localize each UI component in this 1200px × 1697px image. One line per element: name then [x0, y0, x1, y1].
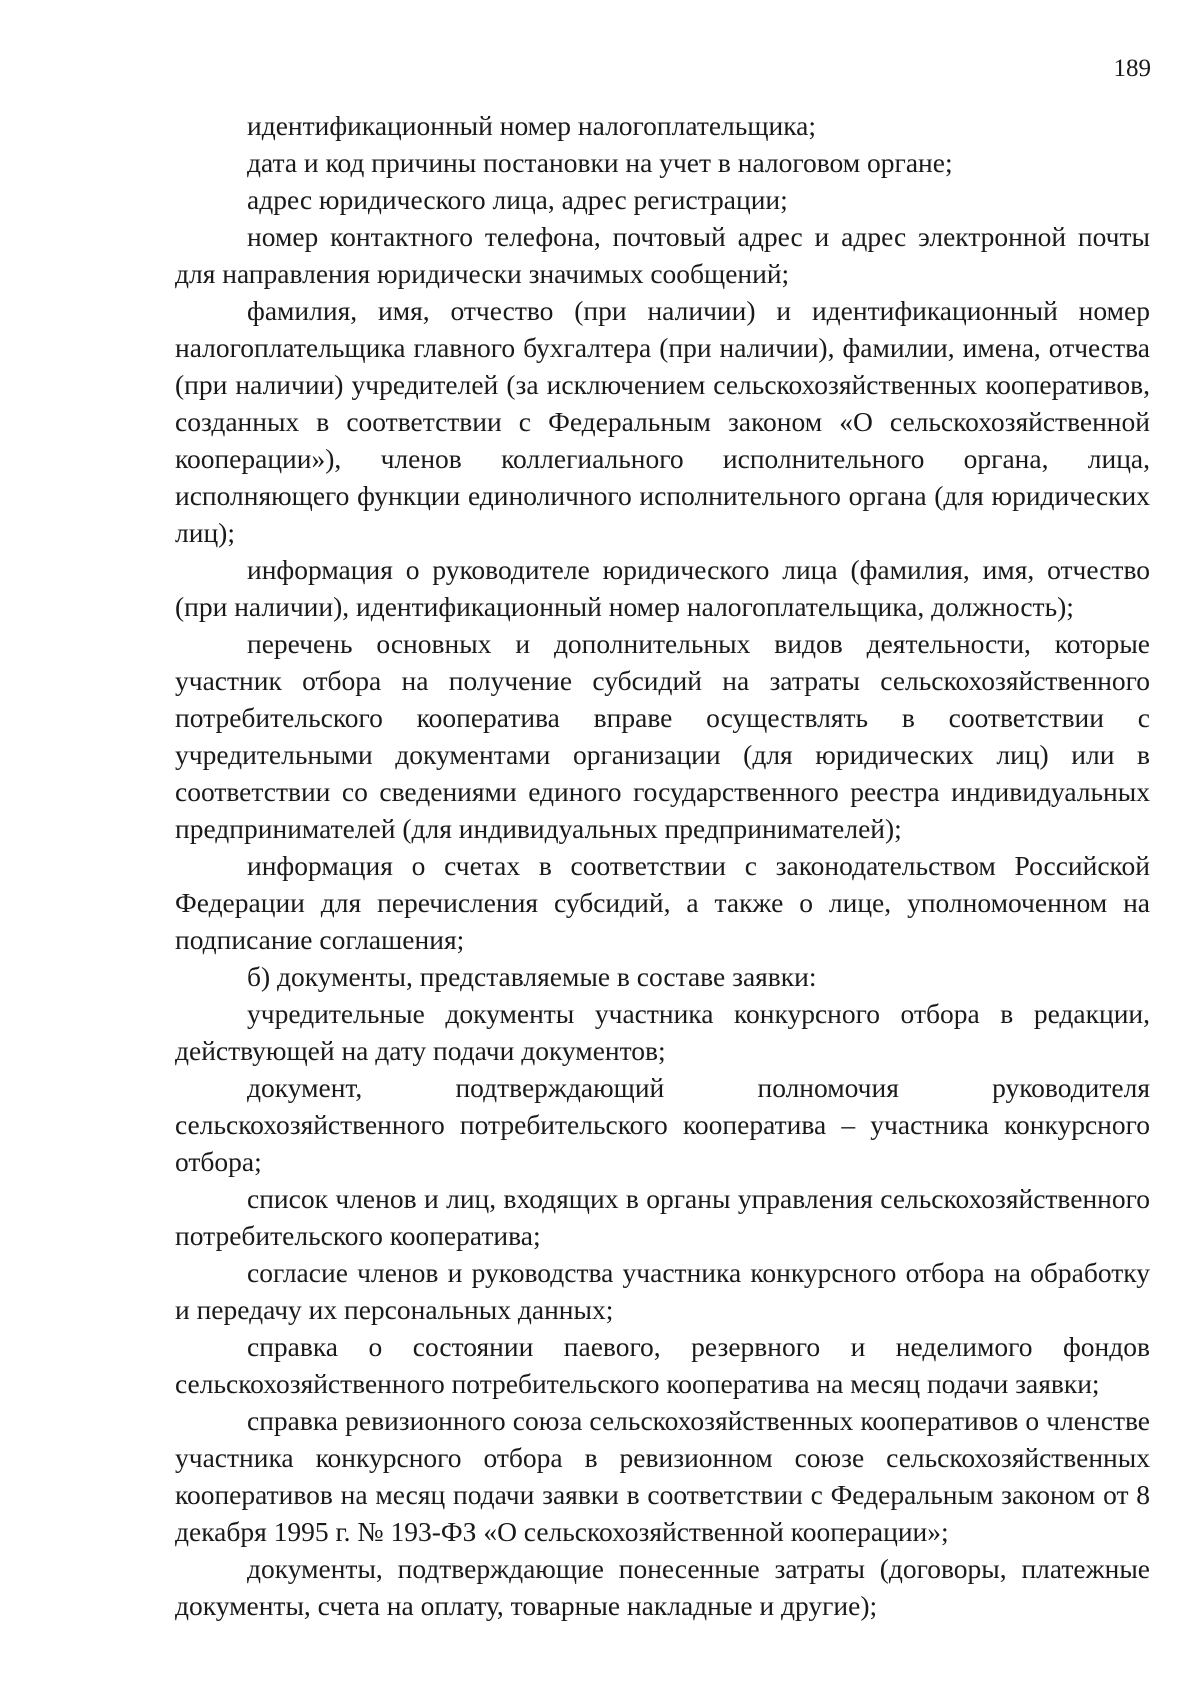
paragraph-funds-certificate: справка о состоянии паевого, резервного и неделимого фондов сельскохозяйственного потребительского кооператива на месяц подачи заявки;: [175, 1331, 1150, 1399]
paragraph-members-list: список членов и лиц, входящих в органы управления сельскохозяйственного потребительского кооператива;: [175, 1183, 1150, 1251]
paragraph-accounts: информация о счетах в соответствии с законодательством Российской Федерации для перечисления субсидий, а также о лице, уполномоченном на подписание соглашения;: [175, 850, 1150, 955]
paragraph-audit-union-certificate: справка ревизионного союза сельскохозяйственных кооперативов о членстве участника конкурсного отбора в ревизионном союзе сельскохозяйственных кооперативов на месяц подачи заявки в соответствии с Федеральным законом от 8 декабря 1995 г. № 193-ФЗ «О сельскохозяйственной кооперации»;: [175, 1405, 1150, 1547]
paragraph-contacts: номер контактного телефона, почтовый адрес и адрес электронной почты для направления юридически значимых сообщений;: [175, 221, 1150, 289]
paragraph-activities: перечень основных и дополнительных видов деятельности, которые участник отбора на получение субсидий на затраты сельскохозяйственного потребительского кооператива вправе осуществлять в соответствии с учредительными документами организации (для юридических лиц) или в соответствии со сведениями единого государственного реестра индивидуальных предпринимателей (для индивидуальных предпринимателей);: [175, 628, 1150, 844]
paragraph-personal-data-consent: согласие членов и руководства участника конкурсного отбора на обработку и передачу их персональных данных;: [175, 1257, 1150, 1325]
paragraph-expense-documents: документы, подтверждающие понесенные затраты (договоры, платежные документы, счета на оплату, товарные накладные и другие);: [175, 1553, 1150, 1621]
paragraph-founders: фамилия, имя, отчество (при наличии) и идентификационный номер налогоплательщика главного бухгалтера (при наличии), фамилии, имена, отчества (при наличии) учредителей (за исключением сельскохозяйственных кооперативов, созданных в соответствии с Федеральным законом «О сельскохозяйственной кооперации»), членов коллегиального исполнительного органа, лица, исполняющего функции единоличного исполнительного органа (для юридических лиц);: [175, 295, 1150, 548]
page-number: 189: [1113, 55, 1151, 82]
paragraph-authority-document: документ, подтверждающий полномочия руководителя сельскохозяйственного потребительского кооператива – участника конкурсного отбора;: [175, 1072, 1150, 1177]
document-body: [175, 107, 1150, 1624]
paragraph-registration-date: дата и код причины постановки на учет в налоговом органе;: [247, 147, 953, 178]
paragraph-founding-documents: учредительные документы участника конкурсного отбора в редакции, действующей на дату подачи документов;: [175, 998, 1150, 1066]
paragraph-inn: идентификационный номер налогоплательщика;: [247, 110, 817, 141]
paragraph-director-info: информация о руководителе юридического лица (фамилия, имя, отчество (при наличии), идентификационный номер налогоплательщика, должность);: [175, 554, 1150, 622]
paragraph-legal-address: адрес юридического лица, адрес регистрации;: [247, 184, 788, 215]
paragraph-documents-heading: б) документы, представляемые в составе заявки:: [247, 961, 817, 992]
